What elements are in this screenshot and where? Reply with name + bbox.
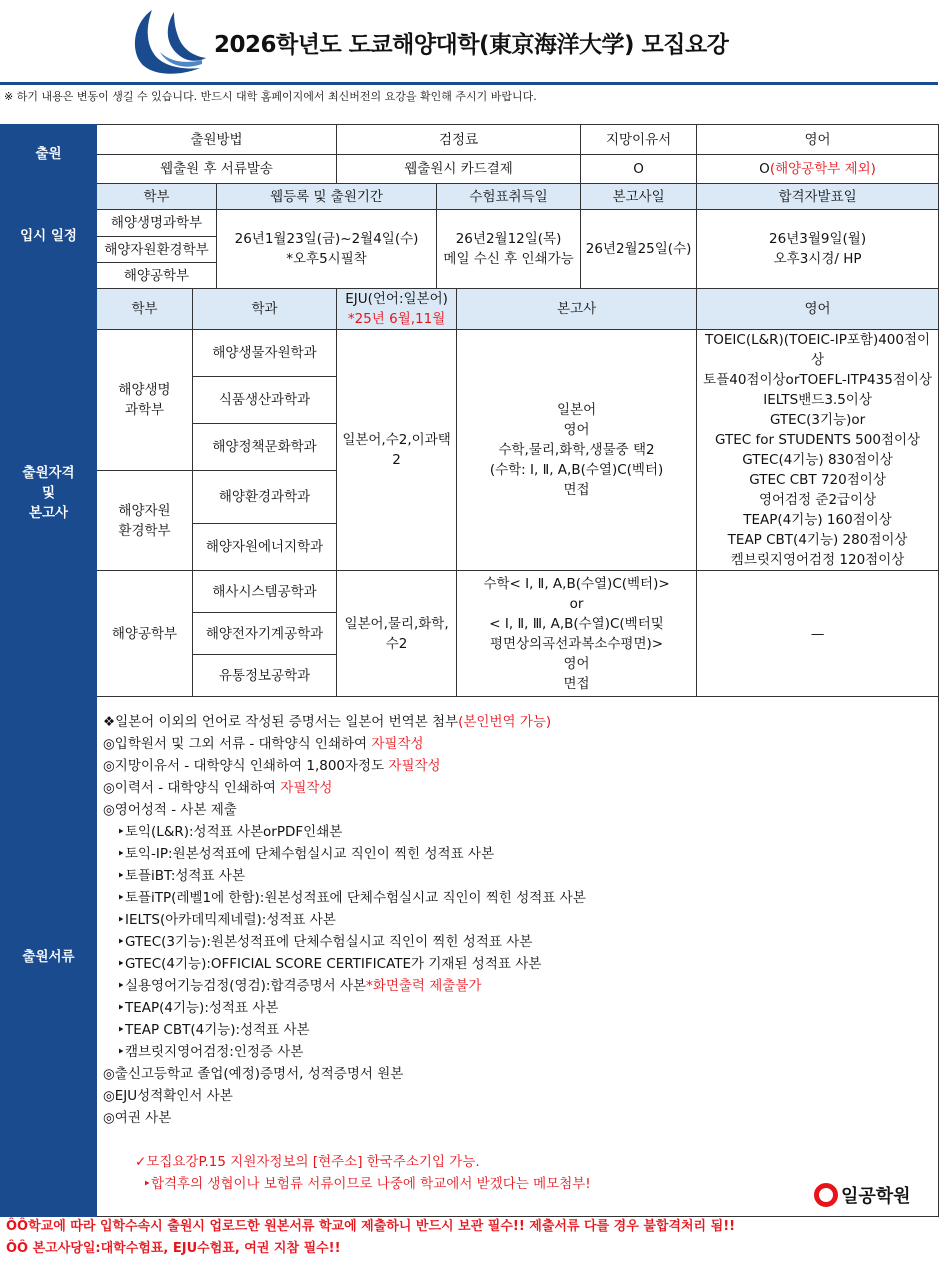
section-label-schedule: 입시 일정 xyxy=(1,184,97,289)
page-title: 2026학년도 도쿄해양대학(東京海洋大学) 모집요강 xyxy=(214,32,729,58)
doc-line: ◎EJU성적확인서 사본 xyxy=(103,1088,233,1104)
schedule-result: 26년3월9일(월) 오후3시경/ HP xyxy=(697,210,939,289)
qual-dept-4: 해양환경과학과 xyxy=(193,471,337,524)
doc-subline: ‣TEAP(4기능):성적표 사본 xyxy=(117,1000,279,1016)
qual-header-faculty: 학부 xyxy=(97,289,193,330)
qual-header-dept: 학과 xyxy=(193,289,337,330)
doc-line: ◎입학원서 및 그외 서류 - 대학양식 인쇄하여 자필작성 xyxy=(103,736,424,752)
schedule-period: 26년1월23일(금)~2월4일(수) *오후5시필착 xyxy=(217,210,437,289)
apply-method-value: 웹출원 후 서류발송 xyxy=(97,155,337,184)
apply-header-english: 영어 xyxy=(697,125,939,155)
qual-dept-7: 해양전자기계공학과 xyxy=(193,613,337,655)
schedule-faculty-3: 해양공학부 xyxy=(97,263,217,289)
header-divider xyxy=(0,82,938,85)
documents-list xyxy=(97,697,939,1217)
doc-subline: ‣토플iTP(레벨1에 한함):원본성적표에 단체수험실시교 직인이 찍힌 성적표 사본 xyxy=(117,890,586,906)
qual-dept-3: 해양정책문화학과 xyxy=(193,424,337,471)
doc-subline: ‣토익-IP:원본성적표에 단체수험실시교 직인이 찍힌 성적표 사본 xyxy=(117,846,494,862)
section-label-qualification: 출원자격 및 본고사 xyxy=(1,289,97,697)
qual-dept-2: 식품생산과학과 xyxy=(193,377,337,424)
doc-subline: ‣GTEC(4기능):OFFICIAL SCORE CERTIFICATE가 기재된 성적표 사본 xyxy=(117,956,542,972)
doc-line: ◎지망이유서 - 대학양식 인쇄하여 1,800자정도 자필작성 xyxy=(103,758,441,774)
doc-subline: ‣TEAP CBT(4기능):성적표 사본 xyxy=(117,1022,310,1038)
notice-text: ※ 하기 내용은 변동이 생길 수 있습니다. 반드시 대학 홈페이지에서 최신버전의 요강을 확인해 주시기 바랍니다. xyxy=(4,90,537,103)
apply-english-value: O(해양공학부 제외) xyxy=(697,155,939,184)
qual-dept-6: 해사시스템공학과 xyxy=(193,571,337,613)
apply-header-reason: 지망이유서 xyxy=(581,125,697,155)
qual-header-eju: EJU(언어:일본어) *25년 6월,11월 xyxy=(337,289,457,330)
doc-subline: ‣IELTS(아카데믹제네럴):성적표 사본 xyxy=(117,912,336,928)
qual-faculty-2: 해양자원 환경학부 xyxy=(97,471,193,571)
section-label-apply: 출원 xyxy=(1,125,97,184)
schedule-faculty-1: 해양생명과학부 xyxy=(97,210,217,237)
apply-reason-value: O xyxy=(581,155,697,184)
schedule-header-exam: 본고사일 xyxy=(581,184,697,210)
doc-subline: ‣캠브릿지영어검정:인정증 사본 xyxy=(117,1044,304,1060)
schedule-faculty-2: 해양자원환경학부 xyxy=(97,237,217,263)
qual-english-2: — xyxy=(697,571,939,697)
footer-note-1: ÔÔ학교에 따라 입학수속시 출원시 업로드한 원본서류 학교에 제출하니 반드시 보관 필수!! 제출서류 다를 경우 불합격처리 됨!! xyxy=(6,1219,736,1234)
schedule-header-faculty: 학부 xyxy=(97,184,217,210)
doc-line: ◎여권 사본 xyxy=(103,1110,172,1126)
doc-line: ◎출신고등학교 졸업(예정)증명서, 성적증명서 원본 xyxy=(103,1066,404,1082)
doc-line: ◎이력서 - 대학양식 인쇄하여 자필작성 xyxy=(103,780,333,796)
schedule-ticket: 26년2월12일(목) 메일 수신 후 인쇄가능 xyxy=(437,210,581,289)
doc-note: ✓모집요강P.15 지원자정보의 [현주소] 한국주소기입 가능. xyxy=(135,1154,480,1170)
qual-eju-1: 일본어,수2,이과택2 xyxy=(337,330,457,571)
doc-subline: ‣토익(L&R):성적표 사본orPDF인쇄본 xyxy=(117,824,343,840)
qual-dept-1: 해양생물자원학과 xyxy=(193,330,337,377)
qual-eju-2: 일본어,물리,화학,수2 xyxy=(337,571,457,697)
schedule-header-result: 합격자발표일 xyxy=(697,184,939,210)
qual-header-exam: 본고사 xyxy=(457,289,697,330)
brand-circle-icon xyxy=(814,1183,838,1207)
admission-table xyxy=(0,124,939,1217)
qual-faculty-3: 해양공학부 xyxy=(97,571,193,697)
schedule-header-ticket: 수험표취득일 xyxy=(437,184,581,210)
apply-header-method: 출원방법 xyxy=(97,125,337,155)
qual-english-1: TOEIC(L&R)(TOEIC-IP포함)400점이상 토플40점이상orTOEFL-ITP435점이상 IELTS밴드3.5이상 GTEC(3기능)or GTEC for STUDENTS 500점이상 GTEC(4기능) 830점이상 GTEC CBT 720점이상 영어검정 준2급이상 TEAP(4기능) 160점이상 TEAP CBT(4기능) 280점이상 켐브릿지영어검정 120점이상 xyxy=(697,330,939,571)
qual-dept-5: 해양자원에너지학과 xyxy=(193,524,337,571)
brand-name: 일공학원 xyxy=(841,1186,911,1207)
doc-subline: ‣GTEC(3기능):원본성적표에 단체수험실시교 직인이 찍힌 성적표 사본 xyxy=(117,934,533,950)
doc-note: ‣합격후의 생협이나 보험류 서류이므로 나중에 학교에서 받겠다는 메모첨부! xyxy=(143,1176,591,1192)
brand-logo xyxy=(814,1180,911,1210)
qual-header-english: 영어 xyxy=(697,289,939,330)
schedule-header-period: 웹등록 및 출원기간 xyxy=(217,184,437,210)
doc-subline: ‣토플iBT:성적표 사본 xyxy=(117,868,245,884)
qual-dept-8: 유통정보공학과 xyxy=(193,655,337,697)
page-header xyxy=(0,0,950,82)
qual-exam-1: 일본어 영어 수학,물리,화학,생물중 택2 (수학: Ⅰ, Ⅱ, A,B(수열)C(벡터) 면접 xyxy=(457,330,697,571)
doc-line: ❖일본어 이외의 언어로 작성된 증명서는 일본어 번역본 첨부(본인번역 가능) xyxy=(103,714,552,730)
footer-note-2: ÔÔ 본고사당일:대학수험표, EJU수험표, 여권 지참 필수!! xyxy=(6,1241,341,1256)
section-label-documents: 출원서류 xyxy=(1,697,97,1217)
doc-line: ◎영어성적 - 사본 제출 xyxy=(103,802,237,818)
university-logo xyxy=(130,6,210,76)
schedule-exam-date: 26년2월25일(수) xyxy=(581,210,697,289)
apply-fee-value: 웹출원시 카드결제 xyxy=(337,155,581,184)
apply-header-fee: 검정료 xyxy=(337,125,581,155)
qual-faculty-1: 해양생명 과학부 xyxy=(97,330,193,471)
qual-exam-2: 수학< Ⅰ, Ⅱ, A,B(수열)C(벡터)> or < Ⅰ, Ⅱ, Ⅲ, A,B(수열)C(벡터및 평면상의곡선과복소수평면)> 영어 면접 xyxy=(457,571,697,697)
doc-subline: ‣실용영어기능검정(영검):합격증명서 사본*화면출력 제출불가 xyxy=(117,978,482,994)
